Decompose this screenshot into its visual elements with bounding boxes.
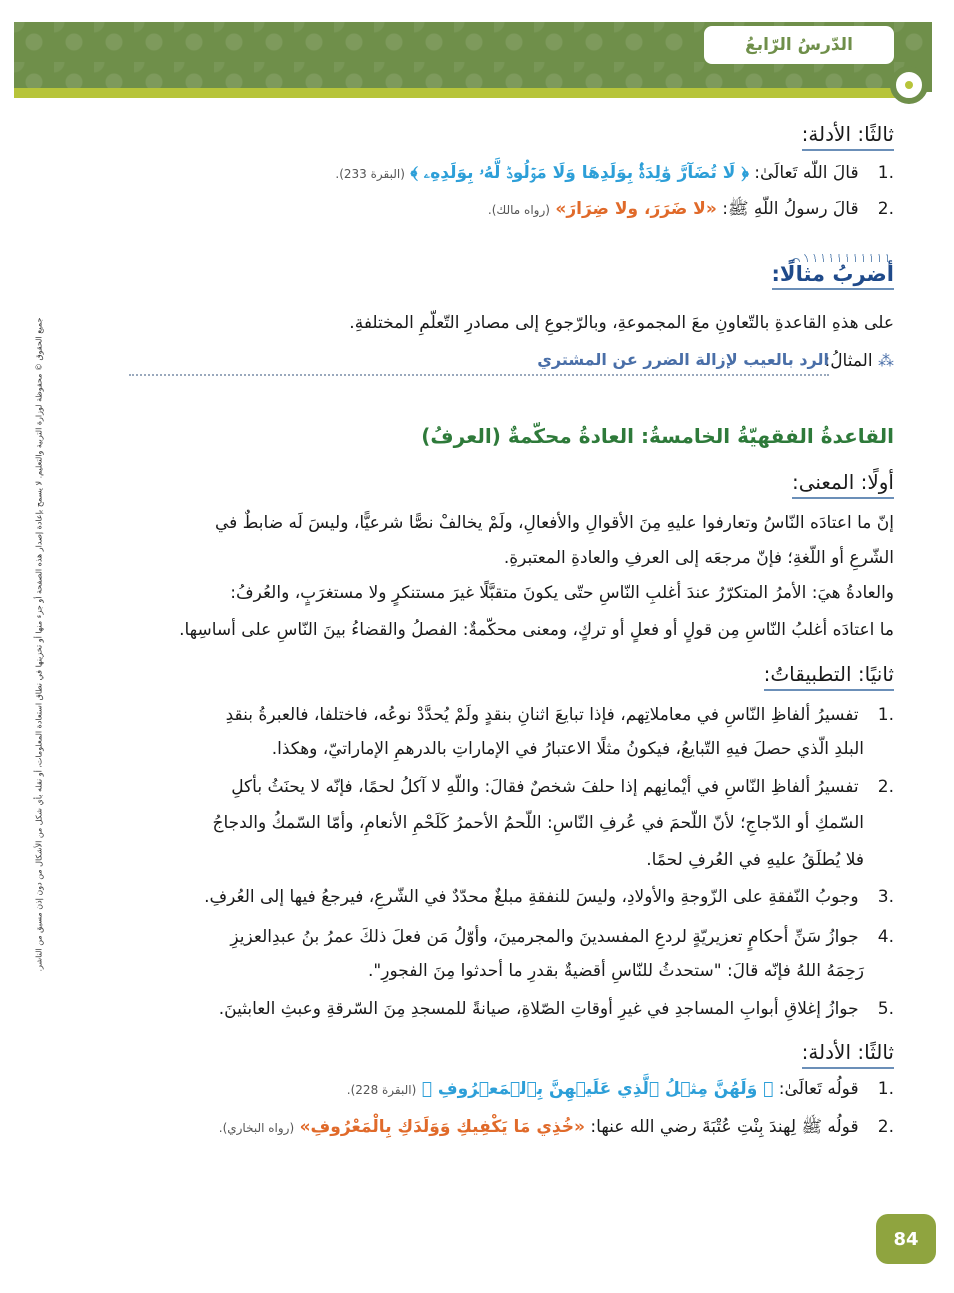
item-number: .2 — [877, 777, 894, 797]
item-intro: قولُه تَعالَىٰ: — [778, 1079, 859, 1099]
reference: (رواه البخاري). — [218, 1121, 295, 1135]
star-icon: ⁂ — [878, 351, 894, 370]
item-number: .4 — [877, 927, 894, 947]
item-intro: قولُه ﷺ لِهندَ بِنْتِ عُتْبَةَ رضي الله عنها: — [590, 1117, 859, 1137]
application-2-line-2: السّمكِ أو الدّجاجِ؛ لأنّ اللّحمَ في عُرفِ النّاسِ: اللّحمُ الأحمرُ كَلَحْمِ الأنعامِ، وأمّا السّمكُ والدجاجُ — [212, 813, 864, 833]
reference: (البقرة 228). — [346, 1083, 417, 1097]
item-number: .5 — [877, 999, 894, 1019]
reference: (البقرة 233). — [335, 167, 405, 181]
application-text: جوازُ إغلاقِ أبوابِ المساجدِ في غيرِ أوقاتِ الصّلاةِ، صيانةً للمسجدِ مِنَ السّرقةِ وعبثِ العابثينَ. — [218, 999, 859, 1019]
hadith-quote: «لا ضَرَرَ، ولا ضِرَارَ» — [555, 199, 717, 219]
evidence1-item-2 — [64, 194, 894, 225]
banner-ring-icon — [890, 66, 928, 104]
applications-heading: ثانيًا: التطبيقاتُ: — [764, 662, 894, 691]
page-number: 84 — [876, 1214, 936, 1264]
application-1-line-2: البلدِ الّذي حصلَ فيهِ التّبايعُ، فيكونُ مثلًا الاعتبارُ في الإماراتِ بالدرهمِ الإماراتيّ، وهكذا. — [271, 739, 864, 759]
item-number: .2 — [877, 1117, 894, 1137]
item-number: .2 — [877, 199, 894, 219]
item-intro: قالَ اللّه تَعالَىٰ: — [754, 163, 859, 183]
reference: (رواه مالك). — [487, 203, 550, 217]
copyright-notice — [34, 300, 44, 1000]
evidence2-item-1 — [64, 1074, 894, 1105]
application-2-line-1 — [64, 772, 894, 802]
meaning-line: إنّ ما اعتادَه النّاسُ وتعارفوا عليهِ مِنَ الأقوالِ والأفعالِ، ولَمْ يخالفْ نصًّا شرعيًّا، وليسَ لَه ضابطٌ في — [214, 513, 894, 533]
lesson-tab: الدّرسُ الرّابعُ — [704, 26, 894, 64]
item-number: .1 — [877, 705, 894, 725]
application-4-line-1 — [64, 922, 894, 952]
meaning-line: والعادةُ هيَ: الأمرُ المتكرّرُ عندَ أغلبِ النّاسِ حتّى يكونَ متقبَّلًا غيرَ مستنكرٍ ولا مستغرَبٍ، والعُرفُ: — [230, 583, 894, 603]
application-2-line-3: فلا يُطلَقُ عليهِ في العُرفِ لحمًا. — [646, 850, 864, 870]
hadith-quote: «خُذِي مَا يَكْفِيكِ وَوَلَدَكِ بِالْمَعْرُوفِ» — [299, 1117, 585, 1137]
quran-quote: ﴿ وَلَهُنَّ مِثۡلُ ٱلَّذِي عَلَيۡهِنَّ بِٱلۡمَعۡرُوفِ ﴾ — [421, 1079, 774, 1099]
meaning-line: الشّرعِ أو اللّغةِ؛ فإنّ مرجعَه إلى العرفِ والعادةِ المعتبرةِ. — [503, 548, 894, 568]
example-title: أضربُ مثالًا: — [772, 262, 894, 290]
item-number: .3 — [877, 887, 894, 907]
example-label-row — [824, 346, 894, 376]
evidence1-item-1 — [64, 158, 894, 189]
example-label: المثالُ: — [824, 351, 873, 371]
quran-quote: ﴿ لَا تُضَآرَّ وَٰلِدَةُۢ بِوَلَدِهَا وَلَا مَوۡلُودٞ لَّهُۥ بِوَلَدِهِۦ ﴾ — [410, 163, 749, 183]
application-text: تفسيرُ ألفاظِ النّاسِ في معاملاتِهم، فإذا تبايعَ اثنانِ بنقدٍ ولَمْ يُحدَّدْ نوعُه، فاختلفا، فالعبرةُ بنقدِ — [225, 705, 859, 725]
copyright-text: جميع الحقوق © محفوظة لوزارة التربية والتعليم. لا يسمح بإعادة إصدار هذه الصفحة أو جزء منها أو تخزينها في نطاق استعادة المعلومات، أو نقله بأي شكل من الأشكال من دون إذن مسبق من الناشر. — [34, 317, 44, 972]
example-instruction: على هذهِ القاعدةِ بالتّعاونِ معَ المجموعةِ، وبالرّجوعِ إلى مصادرِ التّعلّمِ المختلفةِ. — [349, 313, 894, 333]
meaning-heading: أولًا: المعنى: — [792, 470, 894, 499]
item-number: .1 — [877, 1079, 894, 1099]
example-answer-field[interactable]: الرد بالعيب لإزالة الضرر عن المشتري — [129, 350, 829, 376]
application-text: جوازُ سَنِّ أحكامٍ تعزيريّةٍ لردعِ المفسدينَ والمجرمينَ، وأوّلُ مَن فعلَ ذلكَ عمرُ بنُ عبدِالعزيزِ — [230, 927, 859, 947]
item-intro: قالَ رسولُ اللّهِ ﷺ: — [722, 199, 859, 219]
wave-decoration — [792, 254, 894, 262]
application-4-line-2: رَحِمَهُ اللهُ فإنّه قالَ: "ستحدثُ للنّاسِ أقضيةٌ بقدرِ ما أحدثوا مِنَ الفجورِ". — [368, 961, 864, 981]
evidence-heading-2: ثالثًا: الأدلة: — [802, 1040, 894, 1069]
application-text: وجوبُ النّفقةِ على الزّوجةِ والأولادِ، وليسَ للنفقةِ مبلغٌ محدّدٌ في الشّرعِ، فيرجعُ فيها إلى العُرفِ. — [204, 887, 859, 907]
evidence2-item-2 — [64, 1112, 894, 1143]
meaning-line: ما اعتادَه أغلبُ النّاسِ مِن قولٍ أو فعلٍ أو تركٍ، ومعنى محكّمةٌ: الفصلُ والقضاءُ بينَ النّاسِ على أساسِها. — [179, 620, 894, 640]
rule-title: القاعدةُ الفقهيّةُ الخامسةُ: العادةُ محكّمةٌ (العرفُ) — [421, 424, 894, 448]
application-1-line-1 — [64, 700, 894, 730]
item-number: .1 — [877, 163, 894, 183]
banner-stripe — [14, 88, 914, 98]
application-5 — [64, 994, 894, 1024]
evidence-heading-1: ثالثًا: الأدلة: — [802, 122, 894, 151]
application-3 — [64, 882, 894, 912]
application-text: تفسيرُ ألفاظِ النّاسِ في أيْمانِهم إذا حلفَ شخصٌ فقالَ: واللّهِ لا آكلُ لحمًا، فإنّه لا يحنَثُ بأكلِ — [231, 777, 859, 797]
